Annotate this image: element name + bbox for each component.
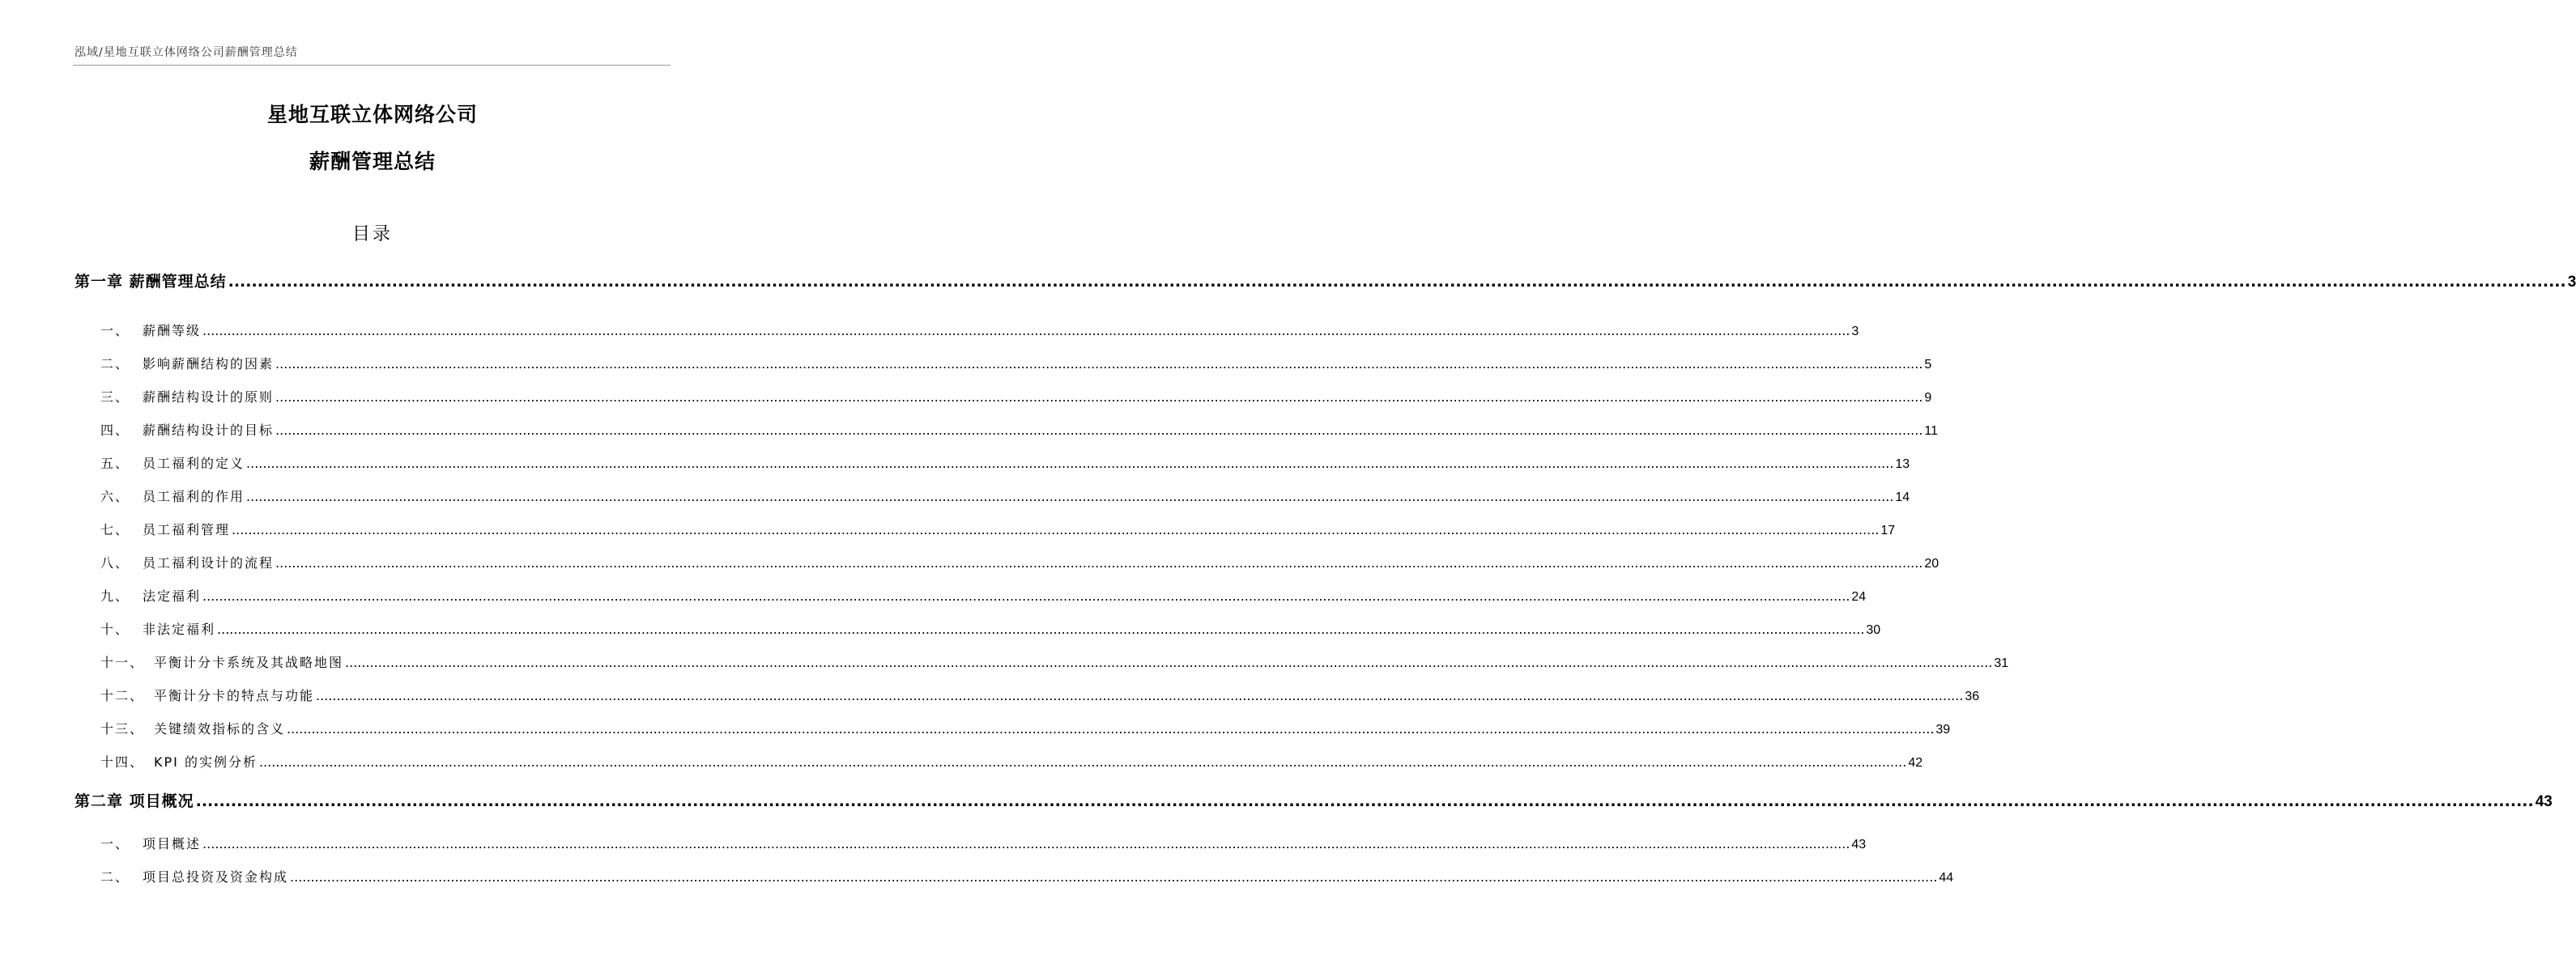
section-page-number: 31 [1994,656,2009,670]
section-number: 六、 [100,489,130,504]
section-number: 十三、 [100,721,145,737]
dot-leader: ................................................................................................................................................................................................................................................................................................................................................................................................................ [316,688,1964,703]
section-title: 薪酬结构设计的原则 [143,389,275,405]
toc-chapter-entry[interactable] [75,787,2553,816]
dot-leader: ................................................................................................................................................................................................................................................................................................................................................................................................................ [275,423,1923,438]
toc-heading: 目录 [351,224,393,244]
header-rule [73,65,671,66]
section-number: 三、 [100,389,130,405]
section-number: 十一、 [100,655,145,670]
toc-section-entry[interactable] [75,314,1859,347]
chapter-label: 第一章 薪酬管理总结 [75,273,227,291]
section-page-number: 11 [1924,424,1939,438]
dot-leader: ................................................................................................................................................................................................................................................................................................................................................................................................................ [195,792,2534,810]
toc-section-entry[interactable] [75,613,1881,646]
dot-leader: ................................................................................................................................................................................................................................................................................................................................................................................................................ [258,754,1907,770]
section-page-number: 13 [1895,457,1910,471]
section-page-number: 5 [1924,358,1932,372]
section-page-number: 9 [1924,391,1932,405]
section-page-number: 30 [1866,623,1881,637]
toc-section-entry[interactable] [75,860,1954,894]
section-title: 薪酬等级 [143,323,202,338]
dot-leader: ................................................................................................................................................................................................................................................................................................................................................................................................................ [202,323,1850,338]
toc-section-entry[interactable] [75,546,1939,580]
section-number: 二、 [100,356,130,372]
chapter-page-number: 3 [2567,274,2576,291]
table-of-contents [75,267,2576,894]
section-number: 十四、 [100,754,145,770]
dot-leader: ................................................................................................................................................................................................................................................................................................................................................................................................................ [345,655,1993,670]
section-page-number: 39 [1935,723,1951,737]
dot-leader: ................................................................................................................................................................................................................................................................................................................................................................................................................ [217,622,1865,637]
section-number: 二、 [100,869,130,885]
section-title: 平衡计分卡的特点与功能 [154,688,315,703]
dot-leader: ................................................................................................................................................................................................................................................................................................................................................................................................................ [202,588,1850,604]
section-number: 七、 [100,522,130,537]
dot-leader: ................................................................................................................................................................................................................................................................................................................................................................................................................ [246,489,1894,504]
dot-leader: ................................................................................................................................................................................................................................................................................................................................................................................................................ [275,555,1923,571]
section-title: 员工福利的作用 [143,489,245,504]
section-page-number: 43 [1851,838,1867,851]
section-number: 五、 [100,456,130,471]
toc-section-entry[interactable] [75,827,1867,860]
section-number: 十、 [100,622,130,637]
section-page-number: 42 [1908,756,1923,770]
section-number: 一、 [100,323,130,338]
toc-section-entry[interactable] [75,580,1867,613]
toc-section-entry[interactable] [75,414,1939,447]
dot-leader: ................................................................................................................................................................................................................................................................................................................................................................................................................ [246,456,1894,471]
section-number: 八、 [100,555,130,571]
dot-leader: ................................................................................................................................................................................................................................................................................................................................................................................................................ [228,273,2566,291]
section-number: 九、 [100,588,130,604]
toc-section-entry[interactable] [75,447,1910,480]
section-title: 员工福利管理 [143,522,231,537]
chapter-label: 第二章 项目概况 [75,792,194,810]
company-title: 星地互联立体网络公司 [266,103,478,126]
toc-section-entry[interactable] [75,679,1980,712]
section-title: KPI 的实例分析 [154,754,258,770]
dot-leader: ................................................................................................................................................................................................................................................................................................................................................................................................................ [290,869,1938,885]
dot-leader: ................................................................................................................................................................................................................................................................................................................................................................................................................ [275,356,1923,372]
section-title: 影响薪酬结构的因素 [143,356,275,372]
section-title: 非法定福利 [143,622,216,637]
toc-section-entry[interactable] [75,480,1910,513]
section-page-number: 36 [1965,690,1980,703]
section-number: 四、 [100,423,130,438]
section-page-number: 17 [1880,524,1896,537]
section-title: 项目概述 [143,836,202,851]
chapter-page-number: 43 [2535,793,2553,810]
dot-leader: ................................................................................................................................................................................................................................................................................................................................................................................................................ [232,522,1880,537]
section-title: 关键绩效指标的含义 [154,721,286,737]
dot-leader: ................................................................................................................................................................................................................................................................................................................................................................................................................ [202,836,1850,851]
section-title: 员工福利设计的流程 [143,555,275,571]
document-title: 薪酬管理总结 [309,150,436,173]
section-title: 平衡计分卡系统及其战略地图 [154,655,344,670]
section-page-number: 3 [1851,325,1859,338]
dot-leader: ................................................................................................................................................................................................................................................................................................................................................................................................................ [287,721,1935,737]
section-title: 项目总投资及资金构成 [143,869,289,885]
toc-section-entry[interactable] [75,347,1932,380]
section-title: 薪酬结构设计的目标 [143,423,275,438]
section-title: 员工福利的定义 [143,456,245,471]
section-title: 法定福利 [143,588,202,604]
toc-section-entry[interactable] [75,380,1932,414]
running-header: 泓域/星地互联立体网络公司薪酬管理总结 [75,46,298,59]
dot-leader: ................................................................................................................................................................................................................................................................................................................................................................................................................ [275,389,1923,405]
section-number: 十二、 [100,688,145,703]
toc-section-entry[interactable] [75,745,1923,779]
section-page-number: 24 [1851,590,1867,604]
section-page-number: 20 [1924,557,1939,571]
toc-section-entry[interactable] [75,712,1951,745]
section-page-number: 14 [1895,490,1910,504]
toc-section-entry[interactable] [75,646,2009,679]
toc-section-entry[interactable] [75,513,1896,546]
toc-chapter-entry[interactable] [75,267,2576,296]
section-page-number: 44 [1939,871,1954,885]
section-number: 一、 [100,836,130,851]
